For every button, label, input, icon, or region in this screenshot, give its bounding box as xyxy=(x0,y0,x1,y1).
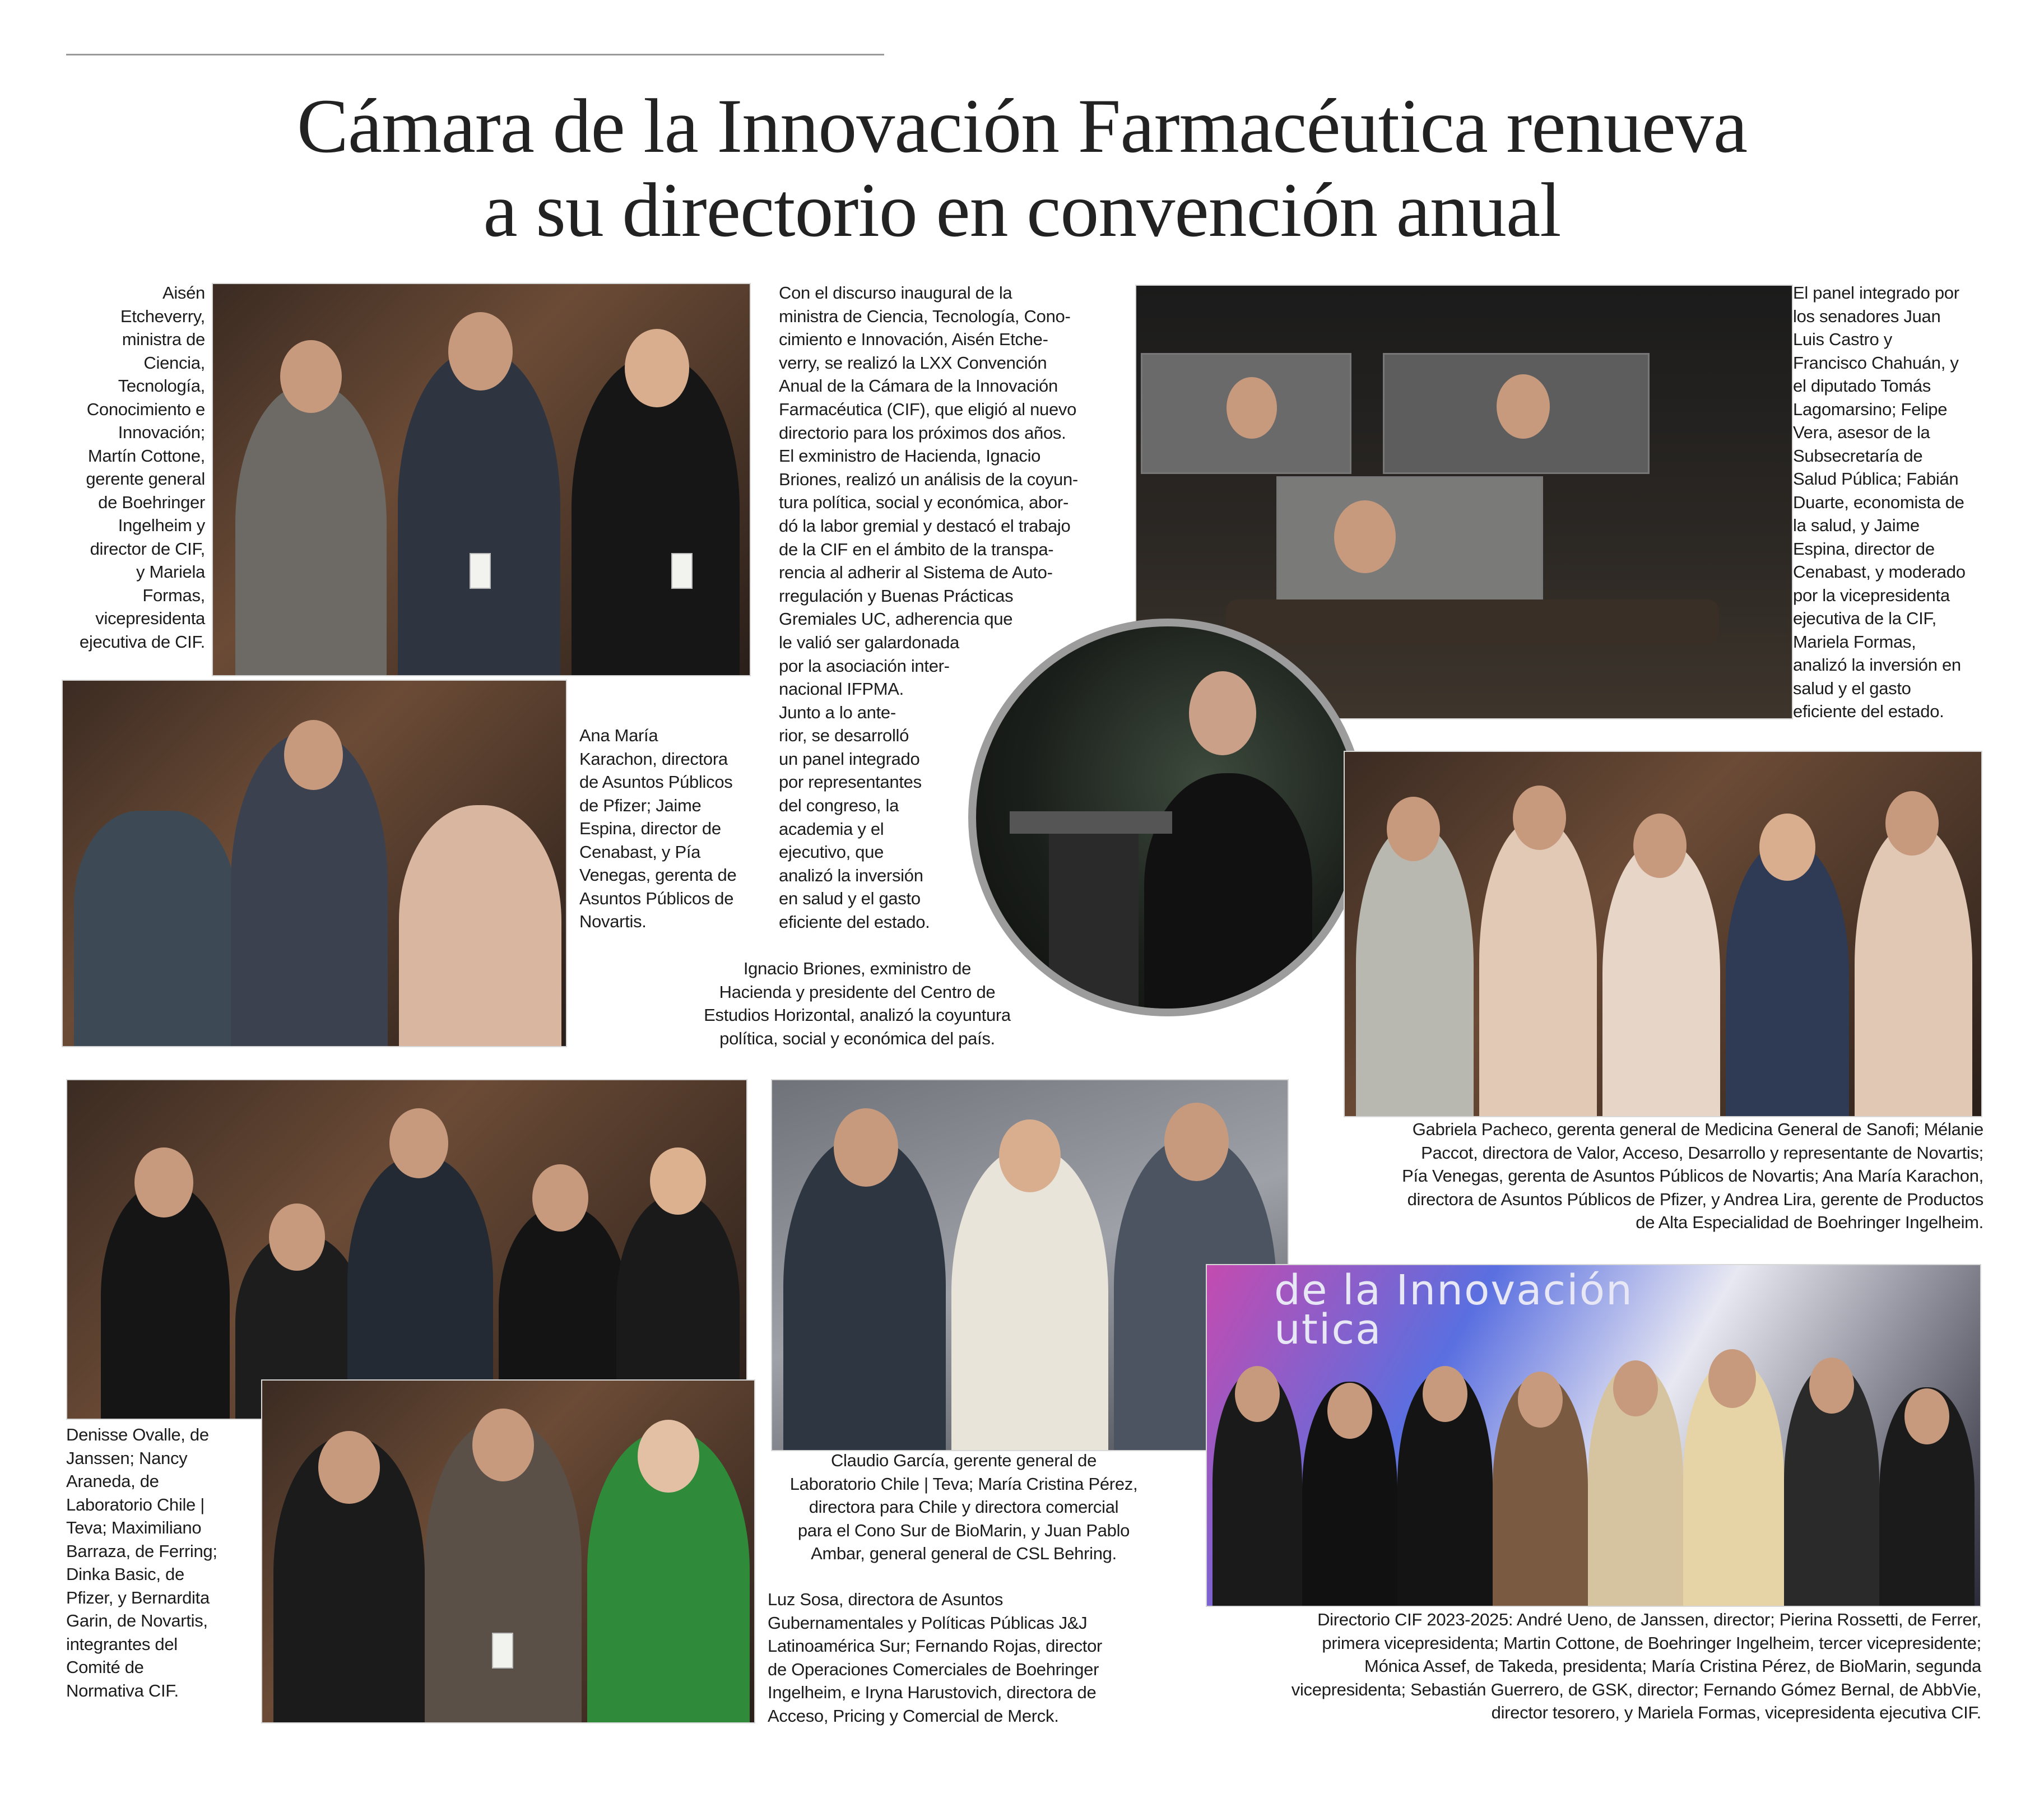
caption-etcheverry: Aisén Etcheverry, ministra de Ciencia, Tecnología, Conocimiento e Innovación; Martín Cottone, gerente general de Boehringer Ingelheim y director de CIF, y Mariela Formas, vicepresidenta ejecutiva de CIF. xyxy=(79,283,205,652)
caption-sosa: Luz Sosa, directora de Asuntos Gubernamentales y Políticas Públicas J&J Latinoamérica Sur; Fernando Rojas, director de Operaciones Comerciales de Boehringer Ingelheim, e Iryna Harustovich, directora de Acceso, Pricing y Comercial de Merck. xyxy=(768,1590,1103,1726)
headline-line-1: Cámara de la Innovación Farmacéutica renueva xyxy=(296,83,1748,169)
top-rule xyxy=(66,54,884,55)
photo-etcheverry-cottone-formas xyxy=(212,283,751,676)
caption-directorio: Directorio CIF 2023-2025: André Ueno, de Janssen, director; Pierina Rossetti, de Ferrer, primera vicepresidenta; Martin Cottone, de Boehringer Ingelheim, tercer vicepresidente; Mónica Assef, de Takeda, presidenta; María Cristina Pérez, de BioMarin, segunda vicepresidenta; Sebastián Guerrero, de GSK, director; Fernando Gómez Bernal, de AbbVie, director tesorero, y Mariela Formas, vicepresidenta ejecutiva CIF. xyxy=(1291,1610,1981,1722)
caption-sanofi: Gabriela Pacheco, gerenta general de Medicina General de Sanofi; Mélanie Paccot, directora de Valor, Acceso, Desarrollo y representante de Novartis; Pía Venegas, gerenta de Asuntos Públicos de Novartis; Ana María Karachon, directora de Asuntos Públicos de Pfizer, y Andrea Lira, gerente de Productos de Alta Especialidad de Boehringer Ingelheim. xyxy=(1402,1119,1983,1232)
caption-garcia: Claudio García, gerente general de Laboratorio Chile | Teva; María Cristina Pérez, directora para Chile y directora comercial para el Cono Sur de BioMarin, y Juan Pablo Ambar, general general de CSL Behring. xyxy=(789,1451,1138,1563)
neon-banner-text: de la Innovación utica xyxy=(1274,1266,1633,1354)
photo-karachon-espina-venegas xyxy=(62,680,567,1047)
headline-line-2: a su directorio en convención anual xyxy=(483,167,1561,253)
headline xyxy=(0,84,2044,252)
photo-directorio-cif xyxy=(1206,1264,1981,1607)
article-body: Con el discurso inaugural de la ministra de Ciencia, Tecnología, Cono- cimiento e Innovación, Aisén Etche- verry, se realizó la LXX Convención Anual de la Cámara de la Innovación Farmacéutica (CIF), que eligió al nuevo directorio para los próximos dos años. El exministro de Hacienda, Ignacio Briones, realizó un análisis de la coyun- tura política, social y económica, abor- dó la labor gremial y destacó el trabajo de la CIF en el ámbito de la transpa- rencia al adherir al Sistema de Auto- rregulación y Buenas Prácticas Gremiales UC, adherencia que le valió ser galardonada por la asociación inter- nacional IFPMA. Junto a lo ante- rior, se desarrolló un panel integrado por representantes del congreso, la academia y el ejecutivo, que analizó la inversión en salud y el gasto eficiente del estado. xyxy=(779,283,1078,932)
photo-sosa-rojas-harustovich xyxy=(261,1379,755,1723)
caption-briones: Ignacio Briones, exministro de Hacienda y presidente del Centro de Estudios Horizontal, analizó la coyuntura política, social y económica del país. xyxy=(704,959,1011,1048)
caption-ovalle: Denisse Ovalle, de Janssen; Nancy Araneda, de Laboratorio Chile | Teva; Maximiliano Barraza, de Ferring; Dinka Basic, de Pfizer, y Bernardita Garin, de Novartis, integrantes del Comité de Normativa CIF. xyxy=(66,1425,217,1700)
caption-karachon: Ana María Karachon, directora de Asuntos Públicos de Pfizer; Jaime Espina, director de Cenabast, y Pía Venegas, gerenta de Asuntos Públicos de Novartis. xyxy=(579,726,737,931)
photo-sanofi-group xyxy=(1344,751,1982,1117)
caption-panel: El panel integrado por los senadores Juan Luis Castro y Francisco Chahuán, y el diputado Tomás Lagomarsino; Felipe Vera, asesor de la Subsecretaría de Salud Pública; Fabián Duarte, economista de la salud, y Jaime Espina, director de Cenabast, y moderado por la vicepresidenta ejecutiva de la CIF, Mariela Formas, analizó la inversión en salud y el gasto eficiente del estado. xyxy=(1793,283,1966,721)
photo-comite-normativa xyxy=(66,1079,747,1420)
